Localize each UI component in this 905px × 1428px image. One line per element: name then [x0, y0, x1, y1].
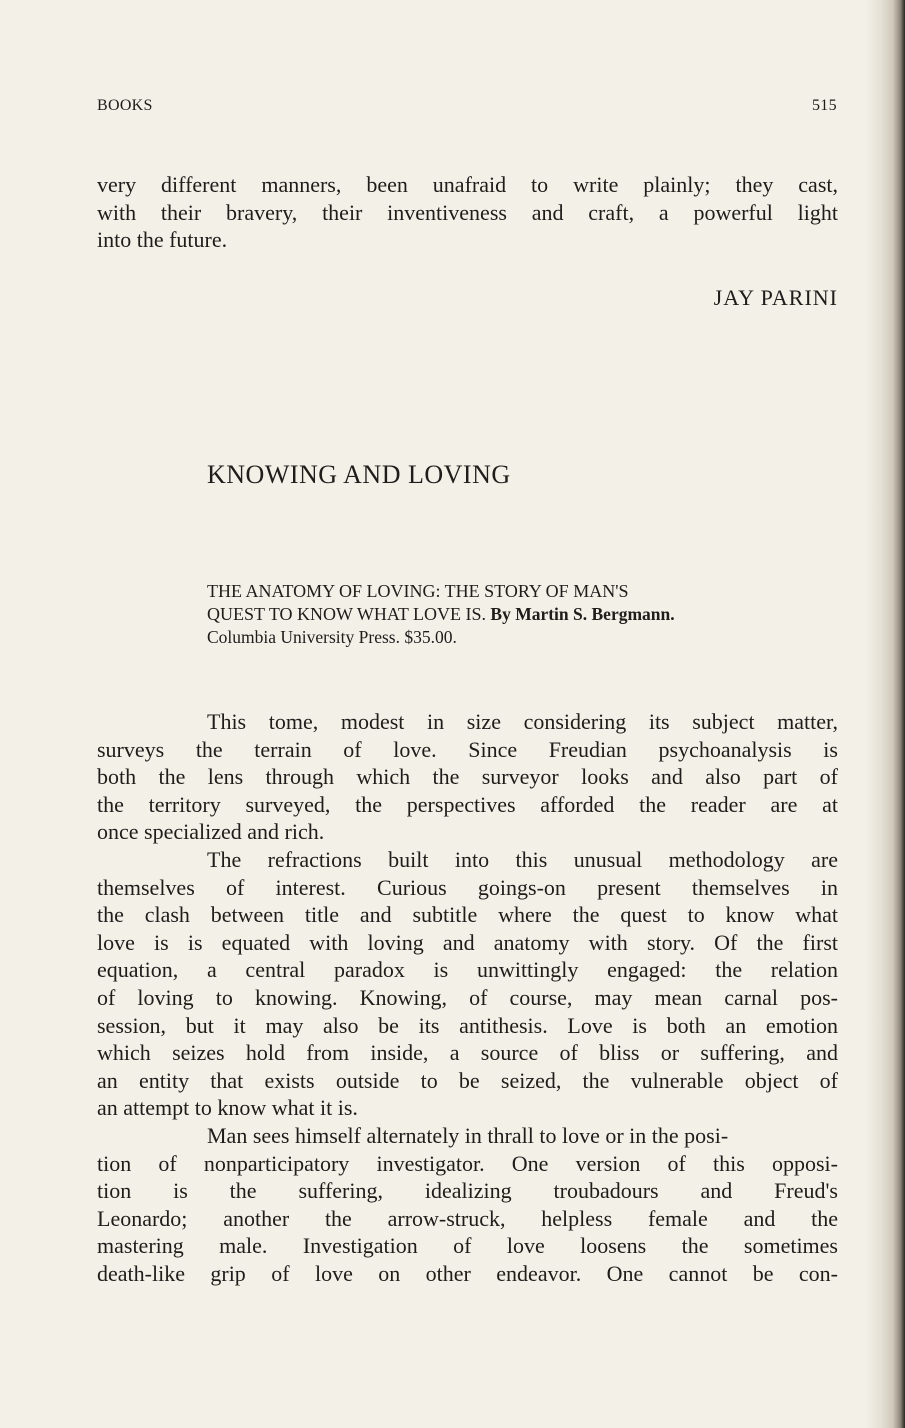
- text-line: Leonardo; another the arrow-struck, helpless female and the: [97, 1205, 838, 1231]
- page-number: 515: [812, 97, 837, 114]
- text-line: equation, a central paradox is unwittingly engaged: the relation: [97, 957, 838, 983]
- review-paragraph: [97, 1122, 838, 1288]
- text-line: death-like grip of love on other endeavor. One cannot be con-: [97, 1260, 838, 1286]
- text-line: themselves of interest. Curious goings-on present themselves in: [97, 874, 838, 900]
- text-line: Man sees himself alternately in thrall to love or in the posi-: [207, 1122, 729, 1148]
- citation-author: By Martin S. Bergmann.: [490, 604, 675, 624]
- text-line: the clash between title and subtitle where the quest to know what: [97, 902, 838, 928]
- text-line: This tome, modest in size considering its subject matter,: [207, 709, 838, 734]
- running-head-section: BOOKS: [97, 97, 153, 114]
- book-spine-shadow: [865, 0, 905, 1428]
- text-line: with their bravery, their inventiveness and craft, a powerful light: [97, 199, 838, 225]
- text-line: of loving to knowing. Knowing, of course, may mean carnal pos-: [97, 984, 838, 1010]
- review-body: [97, 708, 838, 1287]
- review-paragraph: [97, 846, 838, 1122]
- text-line: very different manners, been unafraid to write plainly; they cast,: [97, 172, 838, 197]
- text-line: mastering male. Investigation of love loosens the sometimes: [97, 1233, 838, 1259]
- text-line: both the lens through which the surveyor looks and also part of: [97, 764, 838, 790]
- text-line: an attempt to know what it is.: [97, 1095, 358, 1121]
- citation-publisher: Columbia University Press. $35.00.: [207, 627, 457, 647]
- text-line: session, but it may also be its antithesis. Love is both an emotion: [97, 1012, 838, 1038]
- text-line: love is is equated with loving and anatomy with story. Of the first: [97, 929, 838, 955]
- text-line: surveys the terrain of love. Since Freudian psychoanalysis is: [97, 736, 838, 762]
- text-line: which seizes hold from inside, a source of bliss or suffering, and: [97, 1040, 838, 1066]
- text-line: the territory surveyed, the perspectives afforded the reader are at: [97, 791, 838, 817]
- citation-title-line2: QUEST TO KNOW WHAT LOVE IS.: [207, 604, 487, 624]
- citation-title-line1: THE ANATOMY OF LOVING: THE STORY OF MAN'S: [207, 581, 629, 601]
- text-line: once specialized and rich.: [97, 819, 325, 845]
- review-paragraph: [97, 708, 838, 846]
- text-line: tion is the suffering, idealizing troubadours and Freud's: [97, 1178, 838, 1204]
- book-citation: [207, 580, 807, 649]
- text-line: tion of nonparticipatory investigator. One version of this opposi-: [97, 1150, 838, 1176]
- reviewer-signature: JAY PARINI: [713, 285, 838, 310]
- previous-review-ending: [97, 171, 838, 254]
- text-line: into the future.: [97, 227, 228, 253]
- text-line: The refractions built into this unusual methodology are: [207, 846, 838, 872]
- review-heading: KNOWING AND LOVING: [207, 460, 511, 489]
- text-line: an entity that exists outside to be seized, the vulnerable object of: [97, 1067, 838, 1093]
